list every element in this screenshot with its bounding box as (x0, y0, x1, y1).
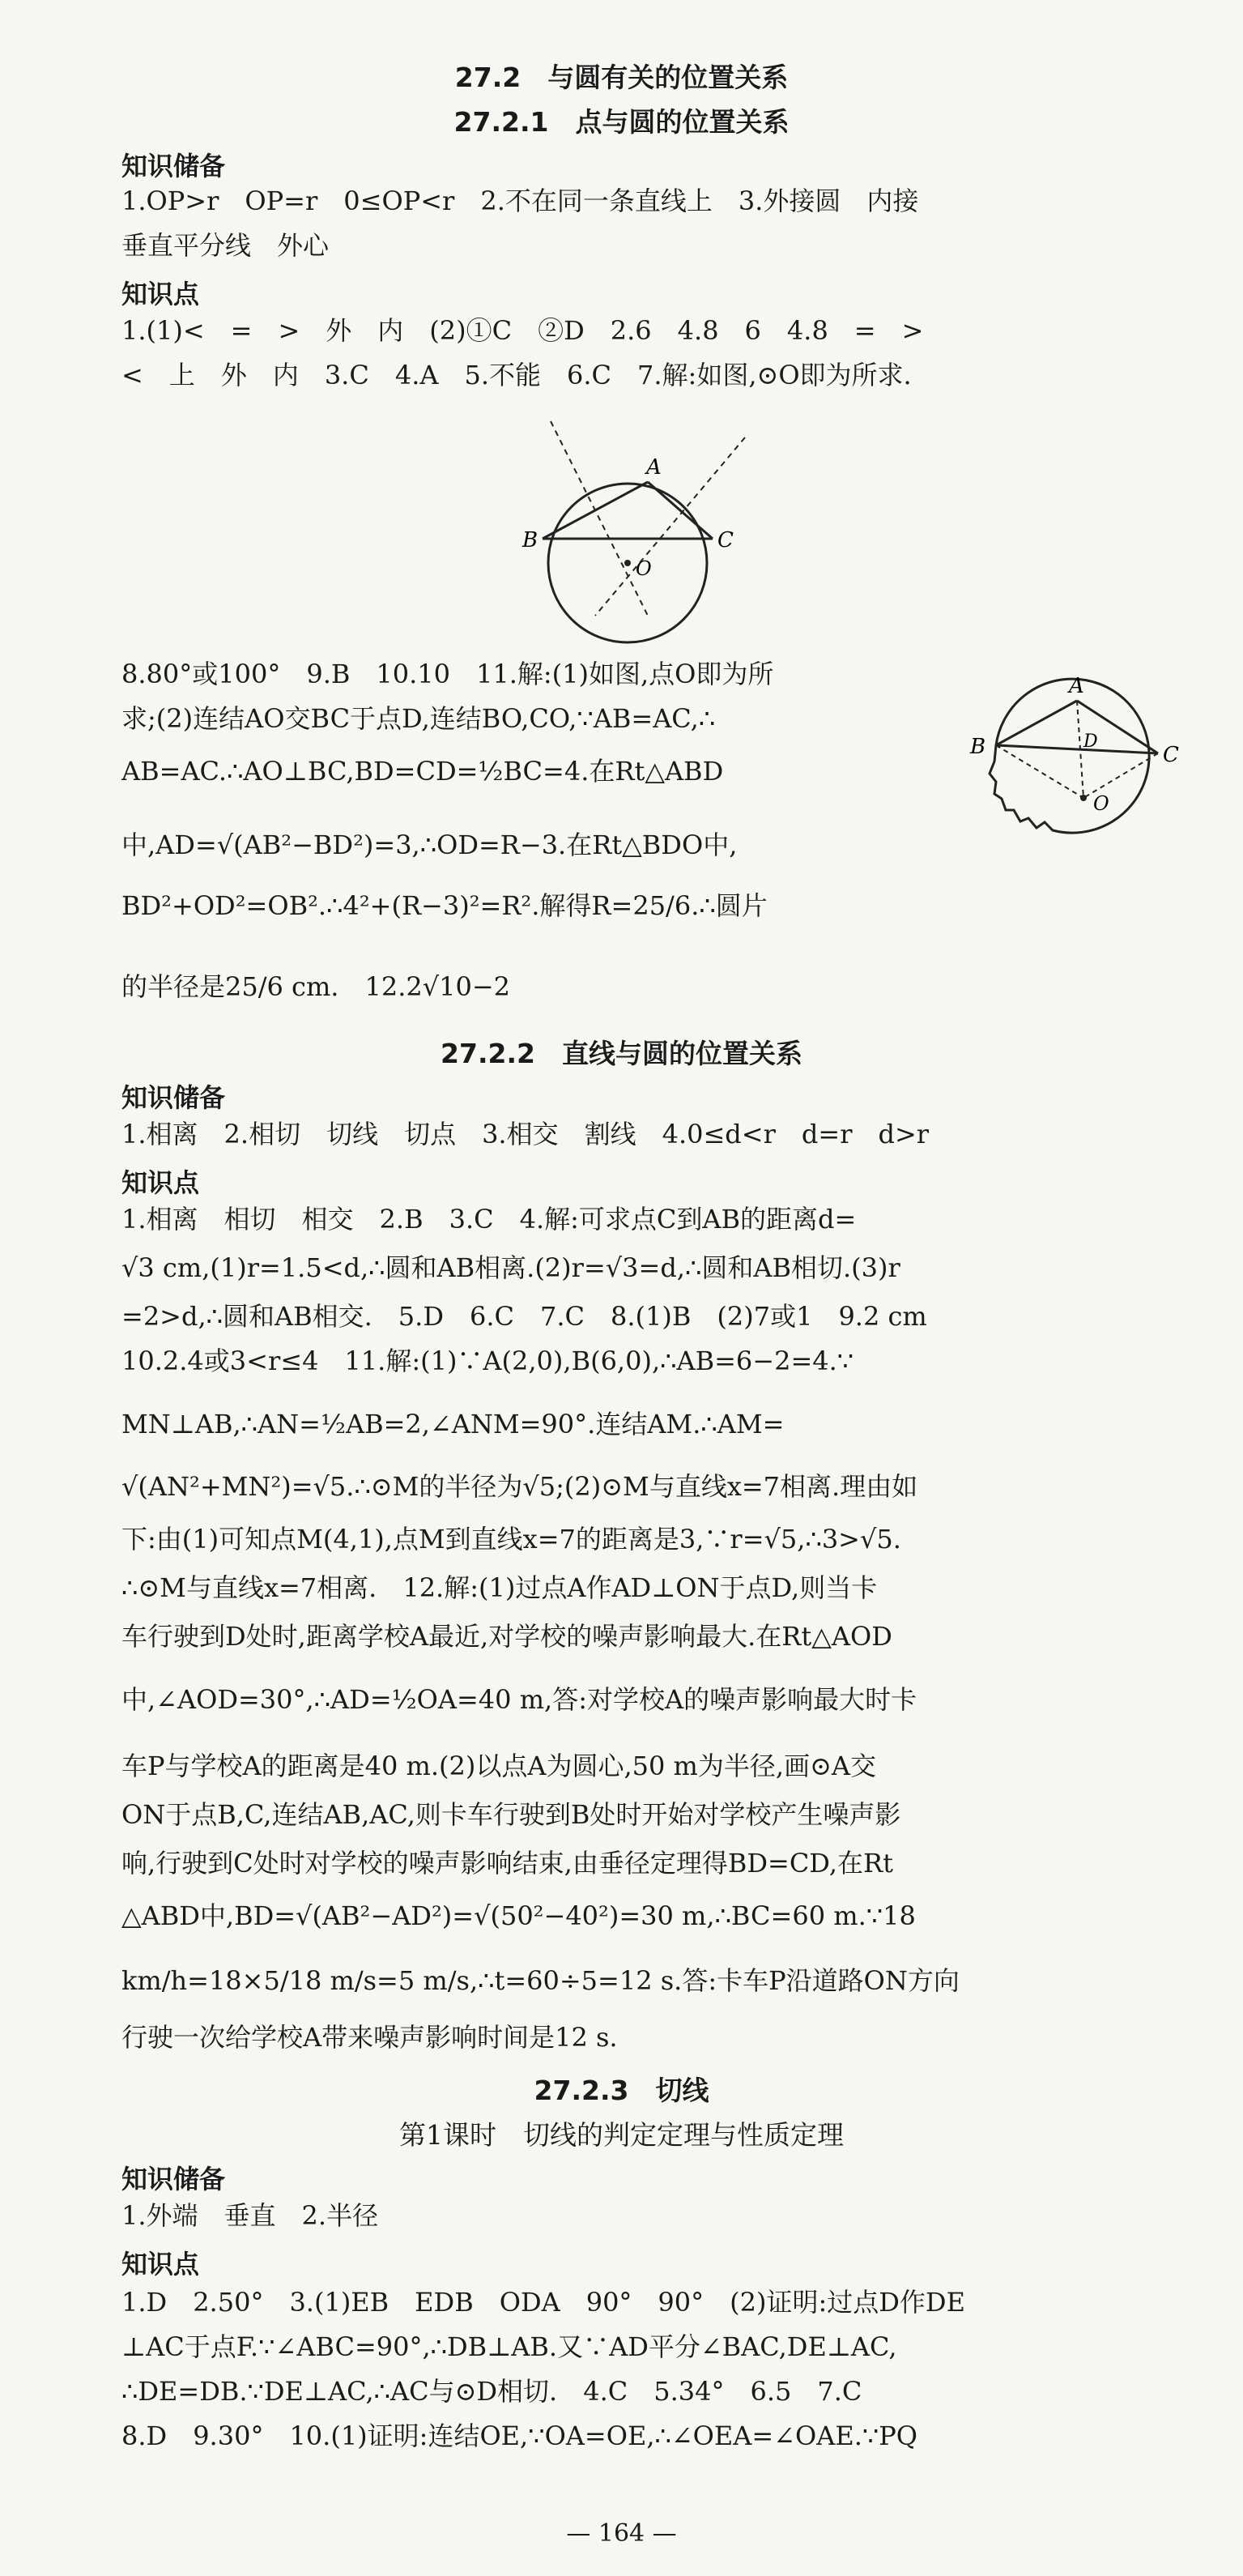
header-knowledge-reserve: 知识储备 (121, 151, 226, 181)
figure2-label-a: A (1069, 674, 1084, 698)
header-knowledge-reserve: 知识储备 (121, 1082, 226, 1113)
answer-line: √(AN²+MN²)=√5.∴⊙M的半径为√5;(2)⊙M与直线x=7相离.理由如 (121, 1471, 918, 1502)
answer-line: 响,行驶到C处时对学校的噪声影响结束,由垂径定理得BD=CD,在Rt (121, 1848, 893, 1879)
answer-line: ∴DE=DB.∵DE⊥AC,∴AC与⊙D相切. 4.C 5.34° 6.5 7.C (121, 2376, 862, 2407)
figure2-label-c: C (1163, 743, 1179, 767)
answer-line: 中,∠AOD=30°,∴AD=½OA=40 m,答:对学校A的噪声影响最大时卡 (121, 1684, 917, 1715)
circle-fragment-figure (964, 648, 1207, 875)
figure1-label-c: C (717, 528, 734, 552)
answer-line: 1.(1)< = > 外 内 (2)①C ②D 2.6 4.8 6 4.8 = > (121, 315, 924, 346)
answer-line: 的半径是25/6 cm. 12.2√10−2 (121, 971, 511, 1002)
figure1-label-o: O (636, 557, 652, 580)
answer-line: 8.80°或100° 9.B 10.10 11.解:(1)如图,点O即为所 (121, 659, 774, 689)
answer-line: =2>d,∴圆和AB相交. 5.D 6.C 7.C 8.(1)B (2)7或1 9.2 cm (121, 1301, 927, 1332)
header-knowledge-points: 知识点 (121, 1167, 200, 1198)
section-title-27-2-2: 27.2.2 直线与圆的位置关系 (441, 1038, 802, 1069)
lesson-title: 第1课时 切线的判定定理与性质定理 (399, 2119, 844, 2151)
section-title-27-2: 27.2 与圆有关的位置关系 (454, 62, 789, 93)
answer-line: 中,AD=√(AB²−BD²)=3,∴OD=R−3.在Rt△BDO中, (121, 830, 738, 860)
answer-line: 垂直平分线 外心 (121, 230, 330, 261)
answer-line: 1.D 2.50° 3.(1)EB EDB ODA 90° 90° (2)证明:过点D作DE (121, 2287, 965, 2318)
answer-line: 车行驶到D处时,距离学校A最近,对学校的噪声影响最大.在Rt△AOD (121, 1621, 892, 1652)
header-knowledge-points: 知识点 (121, 2249, 200, 2280)
answer-line: √3 cm,(1)r=1.5<d,∴圆和AB相离.(2)r=√3=d,∴圆和AB相切.(3)r (121, 1252, 900, 1283)
section-title-27-2-1: 27.2.1 点与圆的位置关系 (453, 106, 790, 138)
header-knowledge-reserve: 知识储备 (121, 2164, 226, 2194)
figure2-label-d: D (1083, 731, 1098, 752)
answer-line: 车P与学校A的距离是40 m.(2)以点A为圆心,50 m为半径,画⊙A交 (121, 1751, 876, 1781)
figure2-label-b: B (970, 735, 986, 759)
header-knowledge-points: 知识点 (121, 279, 200, 309)
figure1-label-a: A (646, 455, 662, 480)
figure1-label-b: B (522, 528, 538, 552)
answer-line: 下:由(1)可知点M(4,1),点M到直线x=7的距离是3,∵r=√5,∴3>√5. (121, 1524, 901, 1555)
answer-line: ON于点B,C,连结AB,AC,则卡车行驶到B处时开始对学校产生噪声影 (121, 1799, 901, 1830)
figure2-label-o: O (1093, 792, 1109, 815)
circumcircle-figure (518, 405, 761, 648)
section-title-27-2-3: 27.2.3 切线 (534, 2075, 709, 2106)
answer-line: △ABD中,BD=√(AB²−AD²)=√(50²−40²)=30 m,∴BC=60 m.∵18 (121, 1900, 916, 1931)
answer-line: km/h=18×5/18 m/s=5 m/s,∴t=60÷5=12 s.答:卡车P沿道路ON方向 (121, 1965, 960, 1996)
answer-line: MN⊥AB,∴AN=½AB=2,∠ANM=90°.连结AM.∴AM= (121, 1409, 785, 1439)
answer-line: 1.相离 2.相切 切线 切点 3.相交 割线 4.0≤d<r d=r d>r (121, 1119, 930, 1149)
answer-line: ∴⊙M与直线x=7相离. 12.解:(1)过点A作AD⊥ON于点D,则当卡 (121, 1572, 878, 1603)
answer-line: 1.相离 相切 相交 2.B 3.C 4.解:可求点C到AB的距离d= (121, 1204, 857, 1235)
answer-line: AB=AC.∴AO⊥BC,BD=CD=½BC=4.在Rt△ABD (121, 756, 724, 787)
answer-line: 1.外端 垂直 2.半径 (121, 2200, 379, 2231)
answer-line: 10.2.4或3<r≤4 11.解:(1)∵A(2,0),B(6,0),∴AB=6−2=4.∵ (121, 1346, 854, 1376)
answer-line: 1.OP>r OP=r 0≤OP<r 2.不在同一条直线上 3.外接圆 内接 (121, 186, 919, 216)
answer-line: 求;(2)连结AO交BC于点D,连结BO,CO,∵AB=AC,∴ (121, 703, 716, 734)
answer-line: BD²+OD²=OB².∴4²+(R−3)²=R².解得R=25/6.∴圆片 (121, 890, 768, 921)
answer-line: < 上 外 内 3.C 4.A 5.不能 6.C 7.解:如图,⊙O即为所求. (121, 360, 912, 390)
page-number: — 164 — (566, 2519, 677, 2548)
answer-line: ⊥AC于点F.∵∠ABC=90°,∴DB⊥AB.又∵AD平分∠BAC,DE⊥AC, (121, 2331, 897, 2362)
answer-line: 行驶一次给学校A带来噪声影响时间是12 s. (121, 2022, 618, 2053)
answer-line: 8.D 9.30° 10.(1)证明:连结OE,∵OA=OE,∴∠OEA=∠OAE.∵PQ (121, 2420, 917, 2451)
